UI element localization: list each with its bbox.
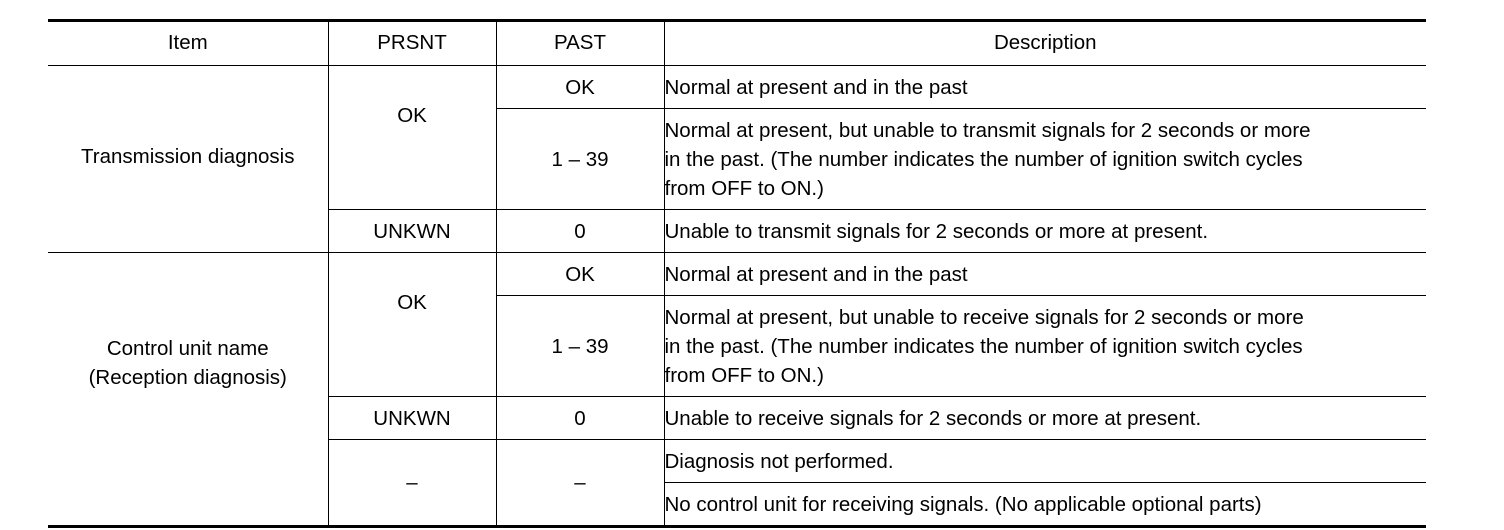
description-line: from OFF to ON.) — [664, 363, 824, 387]
description-line: in the past. (The number indicates the number of ignition switch cycles — [664, 147, 1303, 171]
description-line: Normal at present and in the past — [664, 262, 968, 286]
description-cell — [664, 483, 1426, 527]
group-reception — [48, 253, 1426, 527]
description-line: Unable to transmit signals for 2 seconds or more at present. — [664, 219, 1209, 243]
group-transmission — [48, 66, 1426, 253]
header-prsnt: PRSNT — [328, 21, 496, 66]
description-line: Diagnosis not performed. — [664, 449, 894, 473]
description-line: in the past. (The number indicates the number of ignition switch cycles — [664, 334, 1303, 358]
description-cell — [664, 66, 1426, 109]
header-description: Description — [664, 21, 1426, 66]
past-cell: OK — [496, 253, 664, 296]
past-cell: 1 – 39 — [496, 296, 664, 397]
header-row — [48, 21, 1426, 66]
item-label: (Reception diagnosis) — [88, 366, 287, 389]
description-cell — [664, 210, 1426, 253]
description-line: Unable to receive signals for 2 seconds or more at present. — [664, 406, 1202, 430]
item-label: Transmission diagnosis — [81, 144, 295, 168]
prsnt-cell: UNKWN — [328, 397, 496, 440]
prsnt-cell: – — [328, 440, 496, 527]
description-cell — [664, 253, 1426, 296]
description-line: No control unit for receiving signals. (No applicable optional parts) — [664, 492, 1262, 516]
header-past: PAST — [496, 21, 664, 66]
item-cell — [48, 253, 328, 527]
description-line: from OFF to ON.) — [664, 176, 824, 200]
prsnt-cell — [328, 66, 496, 210]
description-cell — [664, 397, 1426, 440]
past-cell: – — [496, 440, 664, 527]
table-row — [48, 253, 1426, 296]
past-cell: 1 – 39 — [496, 109, 664, 210]
table-row — [48, 66, 1426, 109]
header-item: Item — [48, 21, 328, 66]
description-cell — [664, 109, 1426, 210]
past-cell: OK — [496, 66, 664, 109]
description-line: Normal at present, but unable to receive signals for 2 seconds or more — [664, 305, 1304, 329]
prsnt-cell: UNKWN — [328, 210, 496, 253]
item-cell — [48, 66, 328, 253]
prsnt-value: OK — [397, 291, 427, 314]
description-cell — [664, 440, 1426, 483]
description-cell — [664, 296, 1426, 397]
prsnt-cell — [328, 253, 496, 397]
item-label: Control unit name — [106, 337, 269, 360]
description-line: Normal at present, but unable to transmit signals for 2 seconds or more — [664, 118, 1311, 142]
prsnt-value: OK — [397, 104, 427, 127]
past-cell: 0 — [496, 210, 664, 253]
past-cell: 0 — [496, 397, 664, 440]
diagnosis-table — [48, 19, 1426, 528]
description-line: Normal at present and in the past — [664, 75, 968, 99]
